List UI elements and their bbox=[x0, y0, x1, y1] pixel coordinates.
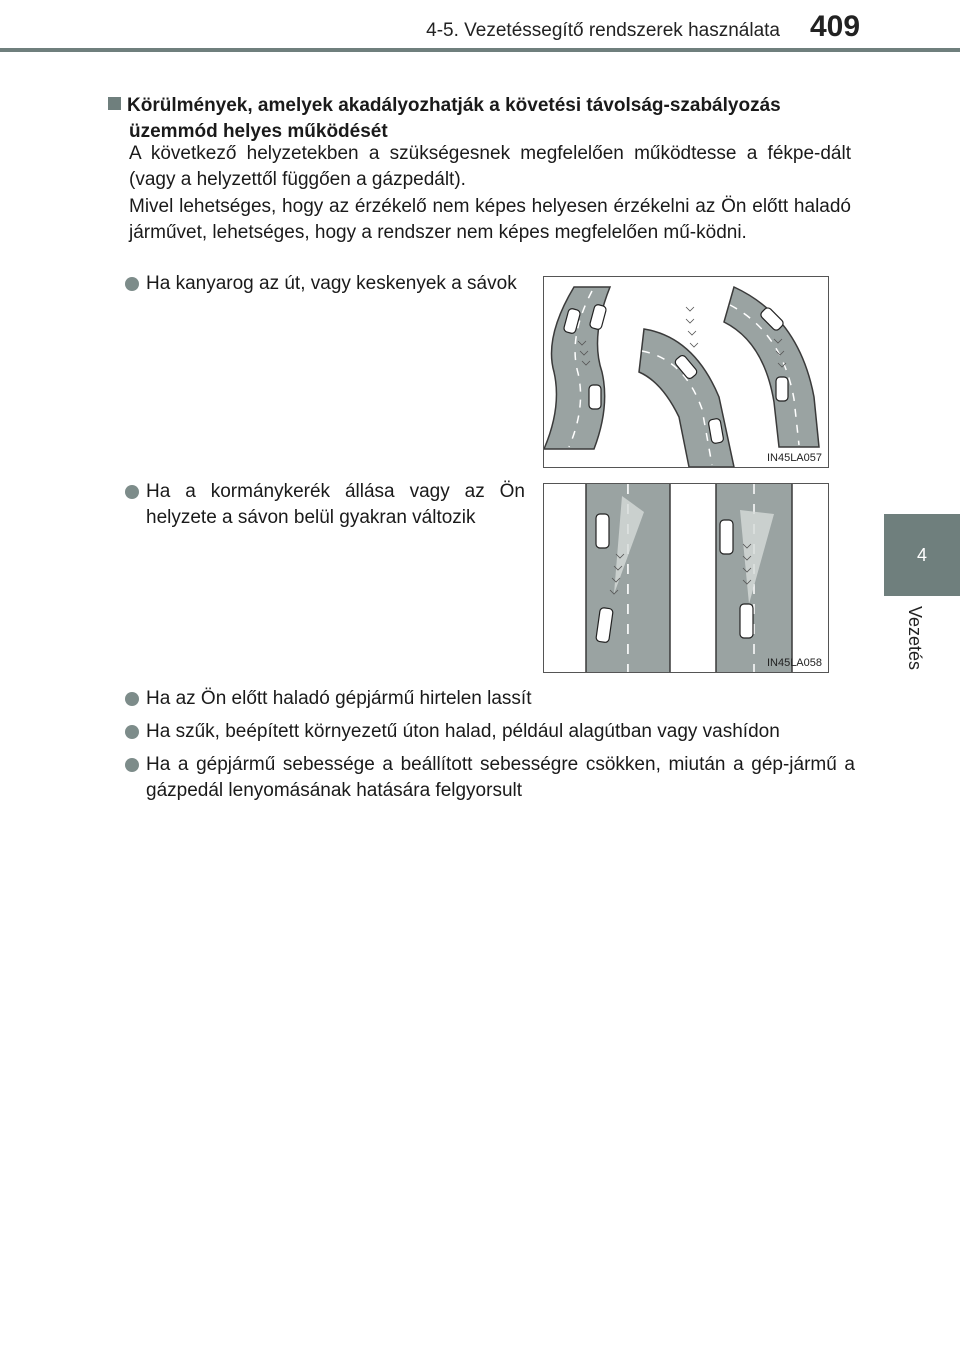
bullet-item bbox=[125, 686, 855, 712]
square-bullet-icon bbox=[108, 97, 121, 110]
figure-curved-road bbox=[543, 276, 829, 468]
round-bullet-icon bbox=[125, 485, 139, 499]
figure-label: IN45LA057 bbox=[766, 452, 822, 464]
heading-line-2: üzemmód helyes működését bbox=[129, 121, 388, 142]
page-number: 409 bbox=[809, 10, 861, 43]
bullet-text: Ha a kormánykerék állása vagy az Ön helyzete a sávon belül gyakran változik bbox=[146, 481, 525, 528]
bullet-text: Ha az Ön előtt haladó gépjármű hirtelen lassít bbox=[146, 688, 532, 709]
chapter-label: Vezetés bbox=[905, 606, 925, 671]
round-bullet-icon bbox=[125, 277, 139, 291]
chapter-tab: 4 bbox=[884, 514, 960, 596]
section-heading bbox=[108, 93, 860, 145]
bullet-text: Ha kanyarog az út, vagy keskenyek a sávok bbox=[146, 273, 517, 294]
bullet-item bbox=[125, 719, 855, 745]
figure-lane-position bbox=[543, 483, 829, 673]
lane-position-illustration bbox=[544, 484, 828, 672]
bullet-item bbox=[125, 752, 855, 804]
figure-label: IN45LA058 bbox=[766, 657, 822, 669]
header-rule bbox=[0, 48, 960, 52]
bullet-item bbox=[125, 271, 525, 297]
paragraph-1: A következő helyzetekben a szükségesnek megfelelően működtesse a fékpe-dált (vagy a helyzettől függően a gázpedált). bbox=[129, 143, 851, 190]
header-title: 4-5. Vezetéssegítő rendszerek használata bbox=[426, 20, 780, 41]
bullet-text: Ha a gépjármű sebessége a beállított sebességre csökken, miután a gép-jármű a gázpedál lenyomásának hatására felgyorsult bbox=[146, 754, 855, 801]
round-bullet-icon bbox=[125, 758, 139, 772]
paragraph-2: Mivel lehetséges, hogy az érzékelő nem képes helyesen érzékelni az Ön előtt haladó járművet, lehetséges, hogy a rendszer nem képes megfelelően mű-ködni. bbox=[129, 196, 851, 243]
round-bullet-icon bbox=[125, 692, 139, 706]
round-bullet-icon bbox=[125, 725, 139, 739]
curved-road-illustration bbox=[544, 277, 828, 467]
bullet-item bbox=[125, 479, 525, 531]
bullet-text: Ha szűk, beépített környezetű úton halad, például alagútban vagy vashídon bbox=[146, 721, 780, 742]
heading-line-1: Körülmények, amelyek akadályozhatják a követési távolság-szabályozás bbox=[127, 95, 781, 116]
